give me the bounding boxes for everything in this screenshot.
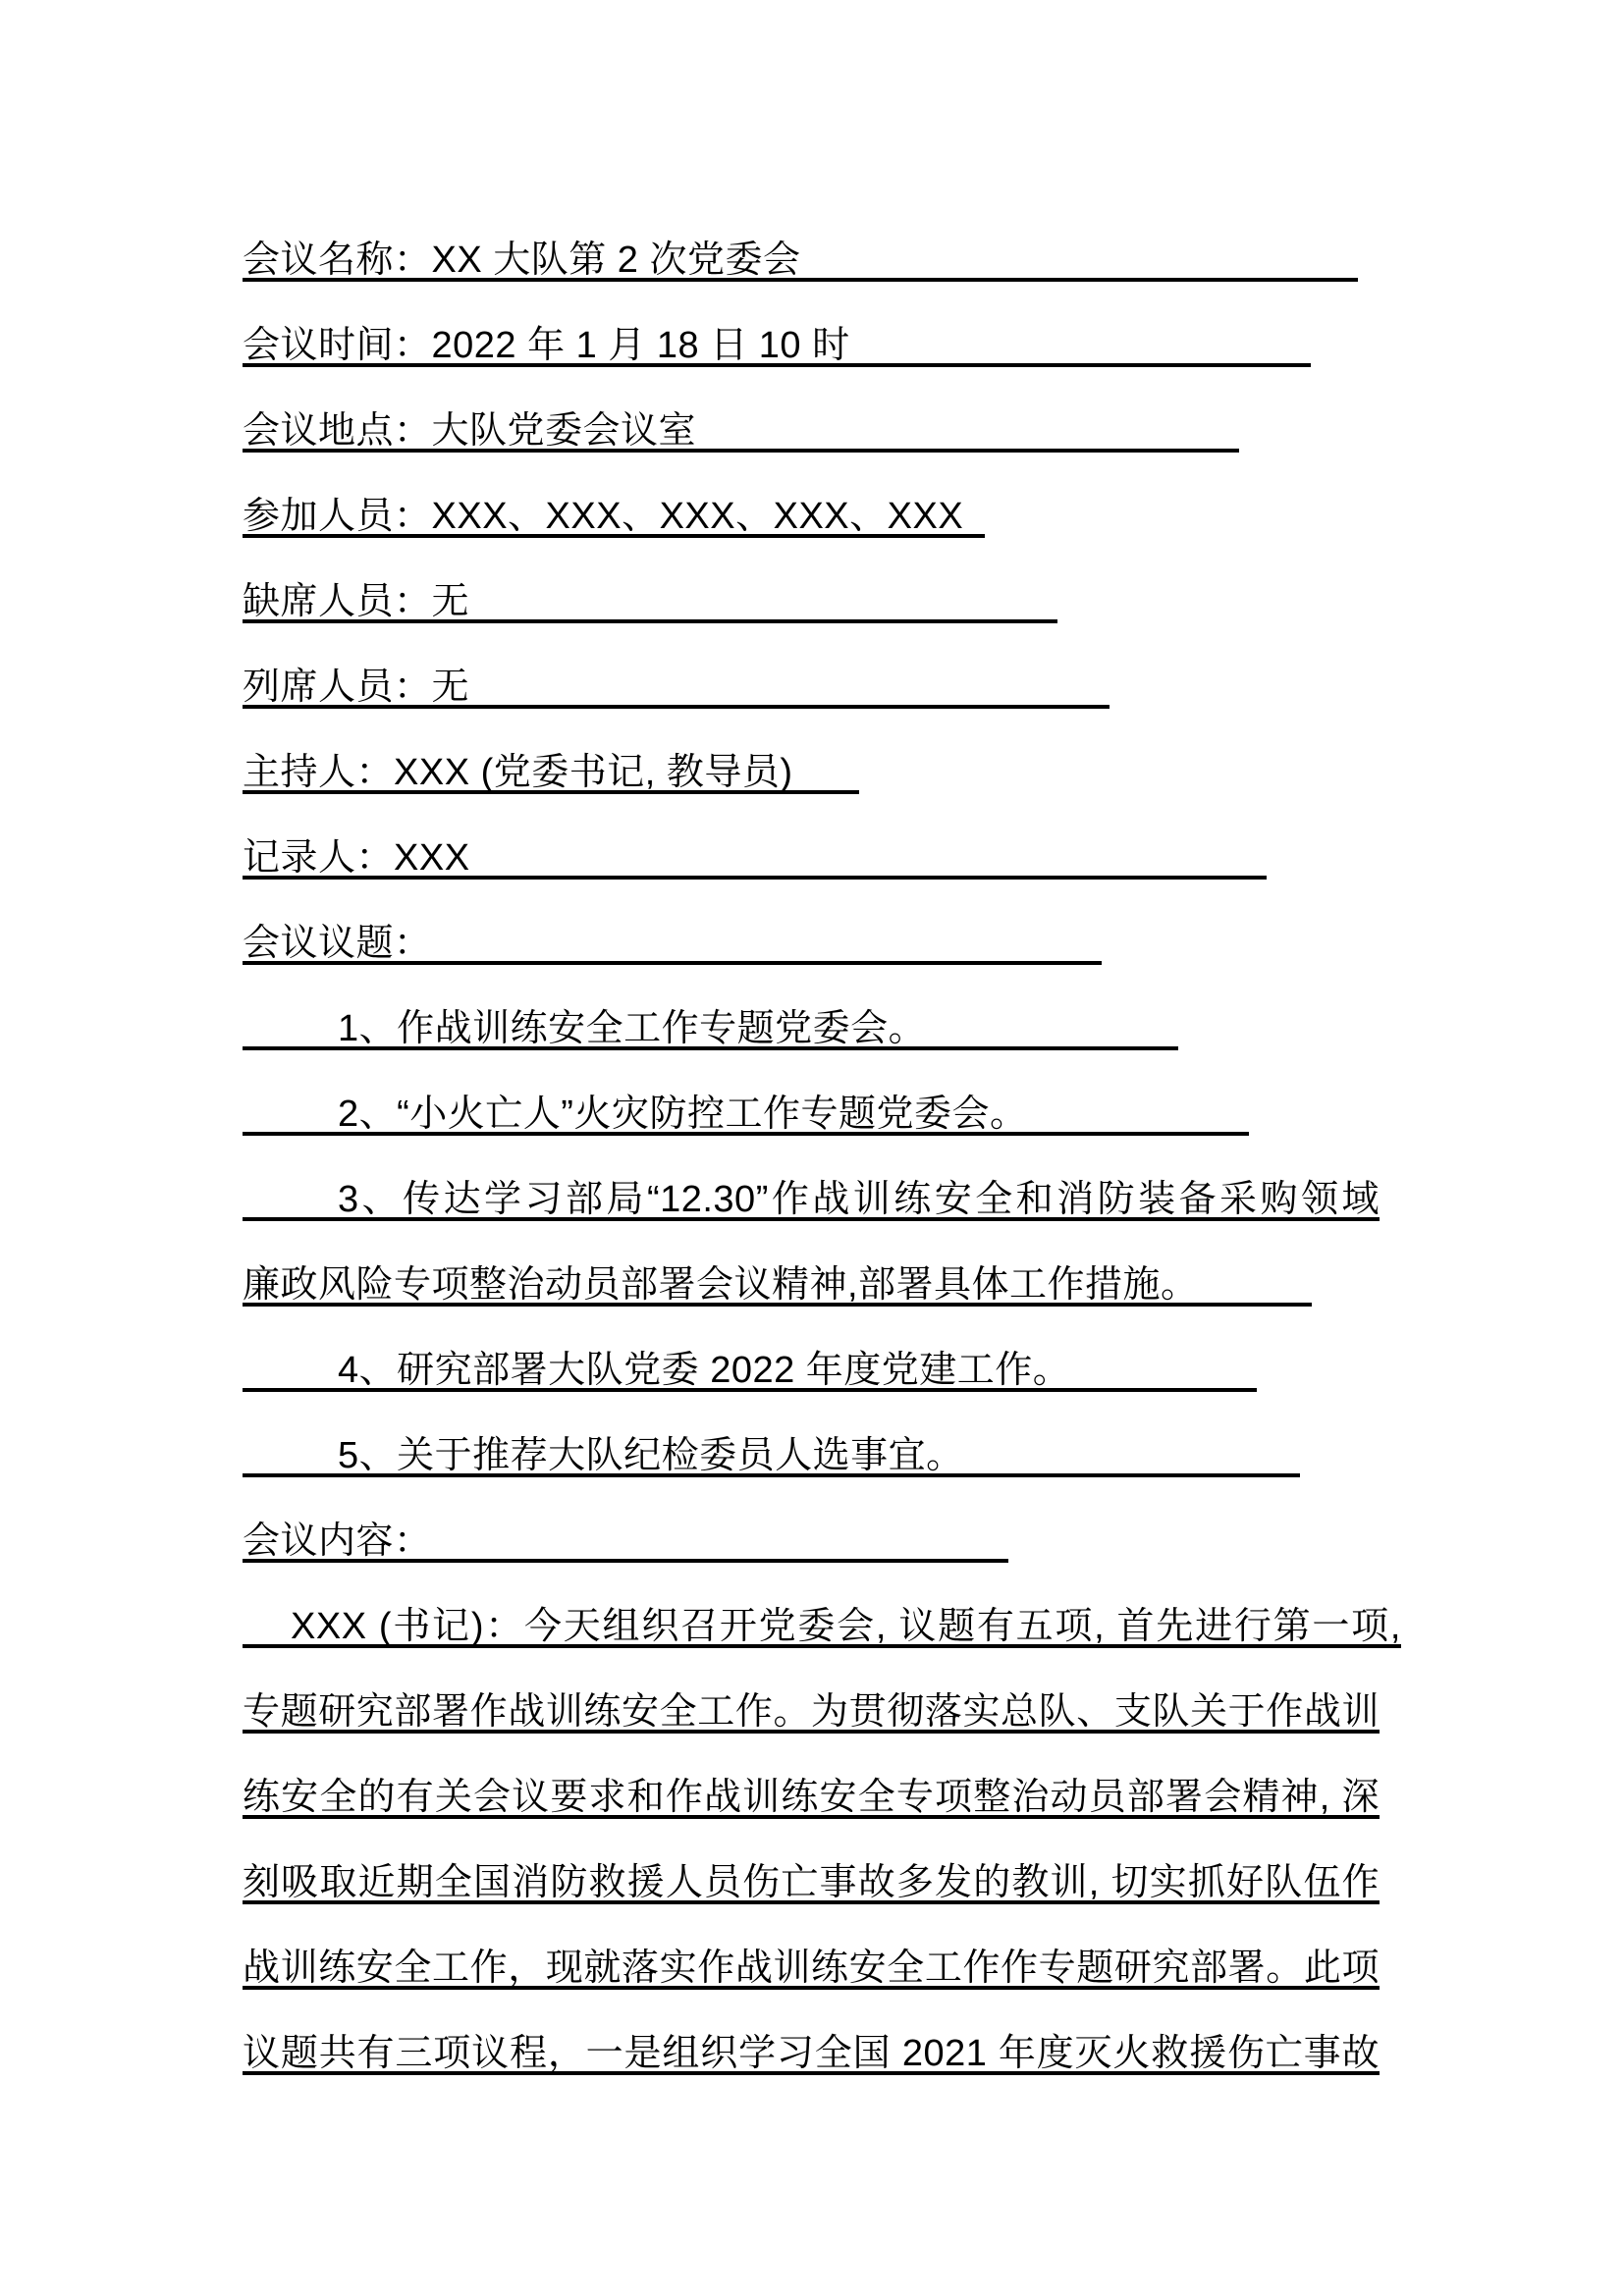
line-text: 列席人员：无 — [243, 667, 470, 708]
line-text: 3、传达学习部局“12.30”作战训练安全和消防装备采购领域 — [338, 1179, 1380, 1220]
document-line — [243, 1520, 1008, 1567]
document-line — [243, 1605, 1401, 1652]
line-text: 会议议题： — [243, 923, 432, 964]
document-line — [243, 1947, 1380, 1994]
line-text: 5、关于推荐大队纪检委员人选事宜。 — [338, 1435, 964, 1476]
document-line — [243, 1007, 1178, 1054]
line-text: 战训练安全工作，现就落实作战训练安全工作作专题研究部署。此项 — [243, 1948, 1380, 1989]
line-text: 记录人：XXX — [243, 837, 470, 879]
line-text: 缺席人员：无 — [243, 581, 470, 622]
document-line — [243, 239, 1358, 286]
line-text: 参加人员：XXX、XXX、XXX、XXX、XXX — [243, 496, 964, 537]
document-line — [243, 1690, 1380, 1737]
document-line — [243, 666, 1110, 713]
line-text: 会议名称：XX 大队第 2 次党委会 — [243, 240, 801, 281]
line-text: 练安全的有关会议要求和作战训练安全专项整治动员部署会精神, 深 — [243, 1777, 1380, 1818]
line-text: 专题研究部署作战训练安全工作。为贯彻落实总队、支队关于作战训 — [243, 1691, 1380, 1733]
line-text: 主持人：XXX (党委书记, 教导员) — [243, 752, 793, 793]
line-text: 会议内容： — [243, 1521, 432, 1562]
document-line — [243, 324, 1311, 371]
document-line — [243, 1776, 1380, 1823]
line-text: 会议时间：2022 年 1 月 18 日 10 时 — [243, 325, 850, 366]
document-line — [243, 1349, 1257, 1396]
document-line — [243, 751, 859, 798]
document-line — [243, 580, 1057, 627]
line-text: 4、研究部署大队党委 2022 年度党建工作。 — [338, 1350, 1071, 1391]
document-line — [243, 2032, 1380, 2079]
line-text: 1、作战训练安全工作专题党委会。 — [338, 1008, 927, 1049]
document-line — [243, 409, 1239, 456]
document-line — [243, 1861, 1380, 1908]
document-line — [243, 1434, 1300, 1481]
line-text: XXX (书记)：今天组织召开党委会, 议题有五项, 首先进行第一项, — [291, 1606, 1401, 1647]
line-text: 2、“小火亡人”火灾防控工作专题党委会。 — [338, 1094, 1028, 1135]
line-text: 刻吸取近期全国消防救援人员伤亡事故多发的教训, 切实抓好队伍作 — [243, 1862, 1380, 1903]
line-text: 廉政风险专项整治动员部署会议精神,部署具体工作措施。 — [243, 1264, 1199, 1306]
line-text: 会议地点：大队党委会议室 — [243, 410, 697, 452]
document-line — [243, 1263, 1312, 1310]
document-line — [243, 1178, 1380, 1225]
document-line — [243, 1093, 1249, 1140]
document-line — [243, 495, 985, 542]
document-line — [243, 836, 1267, 883]
line-text: 议题共有三项议程，一是组织学习全国 2021 年度灭火救援伤亡事故 — [243, 2033, 1380, 2074]
document-line — [243, 922, 1102, 969]
